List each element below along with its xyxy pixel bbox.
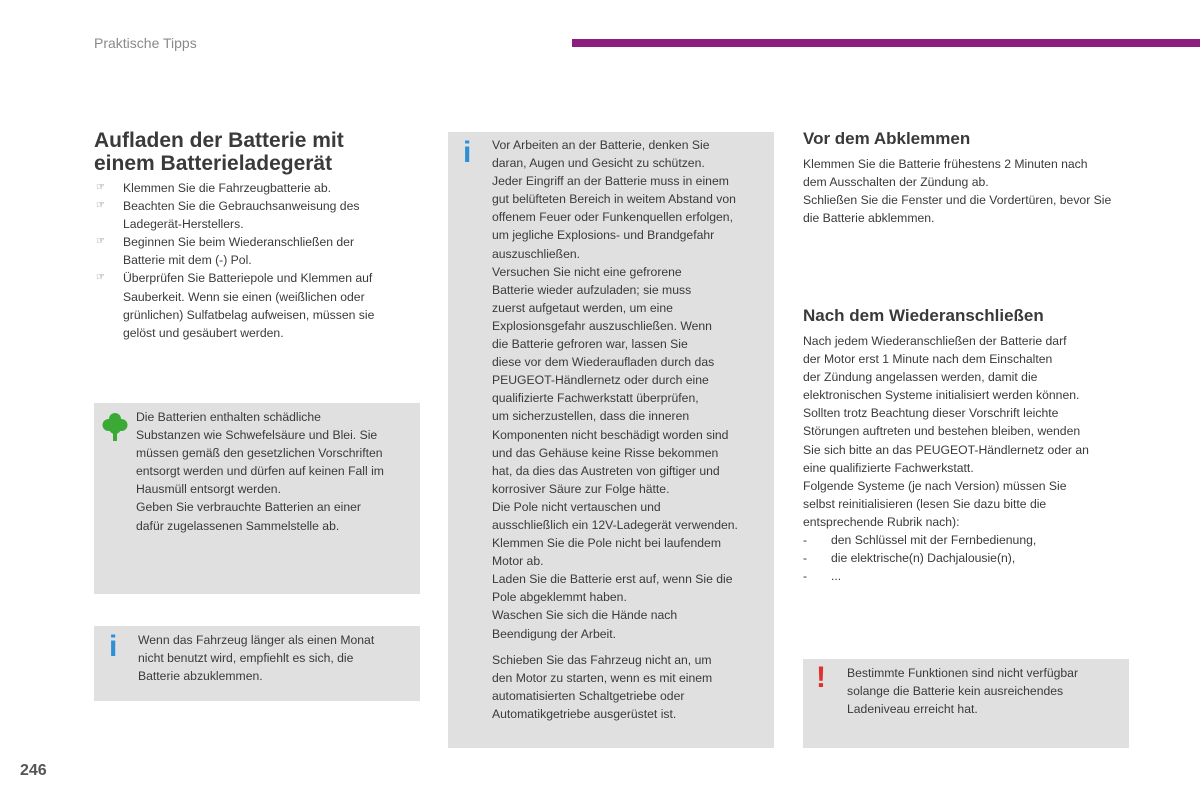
battery-safety-box	[448, 132, 774, 748]
environment-note-text: Die Batterien enthalten schädliche Substanzen wie Schwefelsäure und Blei. Sie müssen gemäß den gesetzlichen Vorschriften entsorgt werden und dürfen auf keinen Fall im Hausmüll entsorgt werden. Geben Sie verbrauchte Batterien an einer dafür zugelassenen Sammelstelle ab.	[136, 410, 384, 533]
warning-note-box	[803, 659, 1129, 748]
pointing-hand-icon: ☞	[96, 272, 105, 284]
info-note-box	[94, 626, 420, 701]
warning-note-text: Bestimmte Funktionen sind nicht verfügbar solange die Batterie kein ausreichendes Ladeniveau erreicht hat.	[847, 666, 1078, 717]
tree-icon	[102, 411, 128, 441]
after-reconnect-text: Nach jedem Wiederanschließen der Batterie darf der Motor erst 1 Minute nach dem Einschalten der Zündung angelassen werden, damit die elektronischen Systeme initialisiert werden können. Sollten trotz Beachtung dieser Vorschrift leichte Störungen auftreten und bestehen bleiben, wenden Sie sich bitte an das PEUGEOT-Händlernetz oder an eine qualifizierte Fachwerkstatt. Folgende Systeme (je nach Version) müssen Sie selbst reinitialisieren (lesen Sie dazu bitte die entsprechende Rubrik nach): - den Schlüssel mit der Fernbedienung, - die elektrische(n) Dachjalousie(n), - ...	[803, 332, 1089, 585]
list-item: ☞ Beginnen Sie beim Wiederanschließen der Batterie mit dem (-) Pol.	[96, 235, 355, 268]
title-line: Aufladen der Batterie mit	[94, 129, 344, 152]
pointing-hand-icon: ☞	[96, 236, 105, 248]
list-item: - ...	[803, 569, 842, 584]
warning-icon: !	[816, 661, 826, 694]
info-icon: i	[109, 630, 118, 663]
push-start-note-text: Schieben Sie das Fahrzeug nicht an, um den Motor zu starten, wenn es mit einem automatisierten Schaltgetriebe oder Automatikgetriebe ausgerüstet ist.	[492, 653, 713, 722]
pointing-hand-icon: ☞	[96, 200, 105, 212]
list-item: - den Schlüssel mit der Fernbedienung,	[803, 533, 1037, 548]
list-item: ☞ Überprüfen Sie Batteriepole und Klemmen auf Sauberkeit. Wenn sie einen (weißlichen oder grünlichen) Sulfatbelag aufweisen, müssen sie gelöst und gesäubert werden.	[96, 271, 375, 340]
header-accent-bar	[572, 39, 1200, 47]
section-title-charging	[94, 129, 344, 175]
battery-safety-text: Vor Arbeiten an der Batterie, denken Sie daran, Augen und Gesicht zu schützen. Jeder Eingriff an der Batterie muss in einem gut belüfteten Bereich in weitem Abstand von offenem Feuer oder Funkenquellen erfolgen, um jegliche Explosions- und Brandgefahr auszuschließen. Versuchen Sie nicht eine gefrorene Batterie wieder aufzuladen; sie muss zuerst aufgetaut werden, um eine Explosionsgefahr auszuschließen. Wenn die Batterie gefroren war, lassen Sie diese vor dem Wiederaufladen durch das PEUGEOT-Händlernetz oder durch eine qualifizierte Fachwerkstatt überprüfen, um sicherzustellen, dass die inneren Komponenten nicht beschädigt worden sind und das Gehäuse keine Risse bekommen hat, da dies das Austreten von giftiger und korrosiver Säure zur Folge hätte. Die Pole nicht vertauschen und ausschließlich ein 12V-Ladegerät verwenden. Klemmen Sie die Pole nicht bei laufendem Motor ab. Laden Sie die Batterie erst auf, wenn Sie die Pole abgeklemmt haben. Waschen Sie sich die Hände nach Beendigung der Arbeit.	[492, 138, 738, 641]
info-icon: i	[463, 136, 472, 169]
environment-note-box	[94, 403, 420, 594]
list-item: ☞ Klemmen Sie die Fahrzeugbatterie ab.	[94, 179, 414, 197]
title-line: einem Batterieladegerät	[94, 152, 333, 175]
reinit-systems-list	[803, 531, 1089, 585]
list-item: - die elektrische(n) Dachjalousie(n),	[803, 551, 1016, 566]
page-number: 246	[20, 762, 47, 779]
before-disconnect-text: Klemmen Sie die Batterie frühestens 2 Minuten nach dem Ausschalten der Zündung ab. Schließen Sie die Fenster und die Vordertüren, bevor Sie die Batterie abklemmen.	[803, 157, 1112, 226]
section-label: Praktische Tipps	[94, 35, 197, 51]
info-note-text: Wenn das Fahrzeug länger als einen Monat nicht benutzt wird, empfiehlt es sich, die Batterie abzuklemmen.	[138, 633, 375, 684]
pointing-hand-icon: ☞	[96, 182, 105, 193]
charging-steps-list	[94, 179, 414, 342]
section-title-after-reconnect: Nach dem Wiederanschließen	[803, 306, 1044, 325]
list-item: ☞ Beachten Sie die Gebrauchsanweisung des Ladegerät-Herstellers.	[96, 199, 360, 232]
section-title-before-disconnect: Vor dem Abklemmen	[803, 129, 971, 148]
